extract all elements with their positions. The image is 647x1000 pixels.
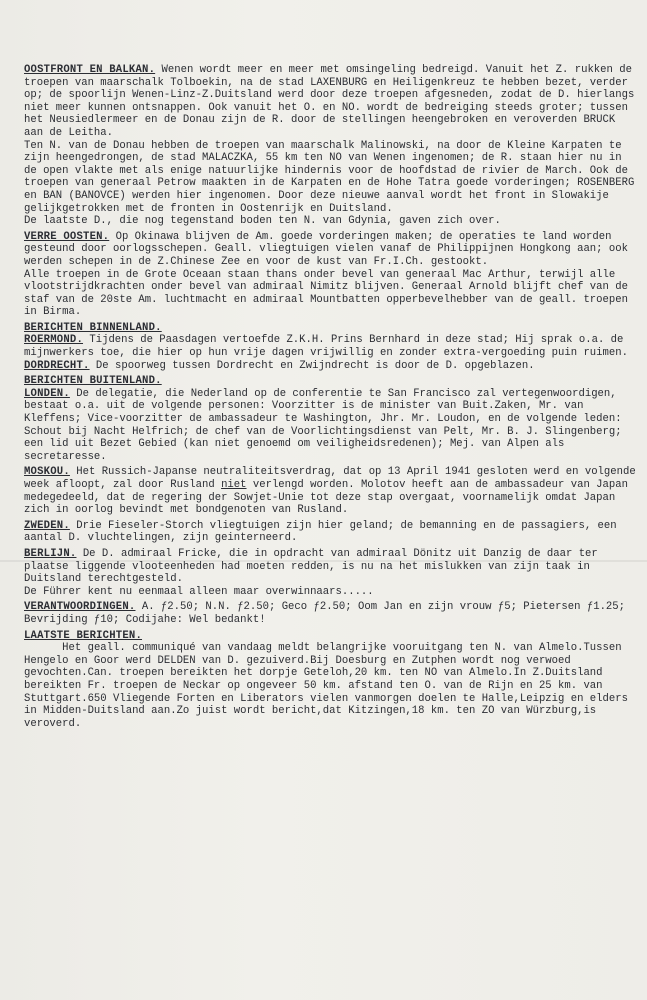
zweden-text: Drie Fieseler-Storch vliegtuigen zijn hier geland; de bemanning en de passagiers, een aantal D. vluchtelingen, zijn geinterneerd. [24,519,623,545]
heading-moskou: MOSKOU. [24,466,70,479]
section-binnenland [24,322,636,372]
verre-oosten-paragraph-1: Op Okinawa blijven de Am. goede vorderingen maken; de operaties te land worden gesteund door oorlogsschepen. Geall. vliegtuigen vielen vanaf de Philippijnen Hongkong aan; ook werden schepen in de Z.Chinese Zee en voor de kust van Fr.I.Ch. gestookt. [24,230,635,268]
berlijn-paragraph-2: De Führer kent nu eenmaal alleen maar overwinnaars..... [24,585,374,598]
dordrecht-text: De spoorweg tussen Dordrecht en Zwijndrecht is door de D. opgeblazen. [89,359,535,372]
moskou-text-a: Het Russich-Japanse neutraliteitsverdrag, dat op 13 April 1941 gesloten werd en volgende week afloopt, zal door Rusland [24,466,643,491]
moskou-niet: niet [221,479,247,491]
bulletin-content [24,64,643,733]
section-verre-oosten [24,231,636,319]
laatste-berichten-text: Het geall. communiqué van vandaag meldt belangrijke vooruitgang ten N. van Almelo.Tussen Hengelo en Goor werd DELDEN van D. gezuiverd.Bij Doesburg en Zutphen wordt nog verwoed gevochten.Can. troepen bereikten het dorpje Geteloh,20 km. ten NO van Almelo.In Z.Duitsland bereikten Fr. troepen de Neckar op ongeveer 50 km. afstand ten O. van de Rijn en 25 km. van Stuttgart.650 Vliegende Forten en Liberators vielen vanmorgen doelen te Halle,Leipzig en elders in Midden-Duitsland aan.Zo juist wordt bericht,dat Kitzingen,18 km. ten ZO van Würzburg,is veroverd. [24,642,635,730]
oostfront-paragraph-2: Ten N. van de Donau hebben de troepen van maarschalk Malinowski, na door de Kleine Karpaten te zijn heengedrongen, de stad MALACZKA, 55 km ten NO van Wenen ingenomen; de R. staan hier nu in de open vlakte met als enige natuurlijke hindernis voor de hoofdstad de rivier de March. Ook de troepen van generaal Petrow maakten in de Karpaten en de Hohe Tatra goede vorderingen; ROSENBERG en BAN (BANOVCE) werden hier ingenomen. Door deze nieuwe aanval wordt het front in Slowakije gelijkgetrokken met de fronten in Oostenrijk en Duitsland. [24,139,641,215]
section-oostfront [24,64,641,228]
heading-laatste-berichten: LAATSTE BERICHTEN. [24,629,143,642]
heading-binnenland: BERICHTEN BINNENLAND. [24,321,162,334]
section-buitenland [24,375,643,598]
heading-roermond: ROERMOND. [24,334,84,347]
heading-verre-oosten: VERRE OOSTEN. [24,230,110,243]
heading-dordrecht: DORDRECHT. [24,359,90,372]
heading-verantwoordingen: VERANTWOORDINGEN. [24,601,136,614]
oostfront-paragraph-1: Wenen wordt meer en meer met omsingeling bedreigd. Vanuit het Z. rukken de troepen van maarschalk Tolboekin, na de stad LAXENBURG en Heiligenkreuz te hebben bezet, verder op; de spoorlijn Wenen-Linz-Z.Duitsland werd door deze troepen afgesneden, zodat de D. hierlangs niet meer kunnen ontsnappen. Ook vanuit het O. en NO. wordt de bedreiging steeds groter; tussen het Neusiedlermeer en de Donau zijn de R. door de stellingen heengebroken en veroverden BRUCK aan de Leitha. [24,64,641,139]
heading-zweden: ZWEDEN. [24,519,70,532]
heading-berlijn: BERLIJN. [24,547,77,560]
oostfront-paragraph-3: De laatste D., die nog tegenstand boden ten N. van Gdynia, gaven zich over. [24,215,501,228]
verantwoordingen-text: A. ƒ2.50; N.N. ƒ2.50; Geco ƒ2.50; Oom Jan en zijn vrouw ƒ5; Pietersen ƒ1.25; Bevrijding ƒ10; Codijahe: Wel bedankt! [24,601,632,626]
heading-londen: LONDEN. [24,387,70,400]
roermond-text: Tijdens de Paasdagen vertoefde Z.K.H. Prins Bernhard in deze stad; Hij sprak o.a. de mijnwerkers toe, die hier op hun vrije dagen vrijwillig en zonder extra-vergoeding puin ruimen. [24,334,630,360]
londen-text: De delegatie, die Nederland op de conferentie te San Francisco zal vertegenwoordigen, bestaat o.a. uit de volgende personen: Voorzitter is de minister van Buit.Zaken, Mr. van Kleffens; Vice-voorzitter de ambassadeur te Washington, Jhr. Mr. Loudon, en de volgende leden: Schout bij Nacht Helfrich; de chef van de Voorlichtingsdienst van Pelt, Mr. B. J. Slingenberg; een lid uit Bezet Gebied (kan niet genoemd om veiligheidsredenen); Mej. van Alpen als secretaresse. [24,387,628,463]
moskou-text-b: verlengd worden. Molotov heeft aan de ambassadeur van Japan medegedeeld, dat de regering der Sowjet-Unie tot deze stap overgaat, voornamelijk omdat Japan zich in oorlog bevindt met bondgenoten van Rusland. [24,479,635,517]
verre-oosten-paragraph-2: Alle troepen in de Grote Oceaan staan thans onder bevel van generaal Mac Arthur, terwijl alle vlootstrijdkrachten onder bevel van admiraal Nimitz blijven. Generaal Arnold blijft chef van de staf van de 20ste Am. luchtmacht en admiraal Mountbatten opperbevelhebber van de geall. troepen in Birma. [24,268,635,319]
section-laatste-berichten [24,630,636,731]
berlijn-text: De D. admiraal Fricke, die in opdracht van admiraal Dönitz uit Danzig de daar ter plaatse liggende vlooteenheden had moeten redden, is nu na het mislukken van zijn taak in Duitsland terechtgesteld. [24,547,605,586]
heading-oostfront: OOSTFRONT EN BALKAN. [24,64,156,76]
heading-buitenland: BERICHTEN BUITENLAND. [24,375,162,388]
section-verantwoordingen [24,601,636,626]
